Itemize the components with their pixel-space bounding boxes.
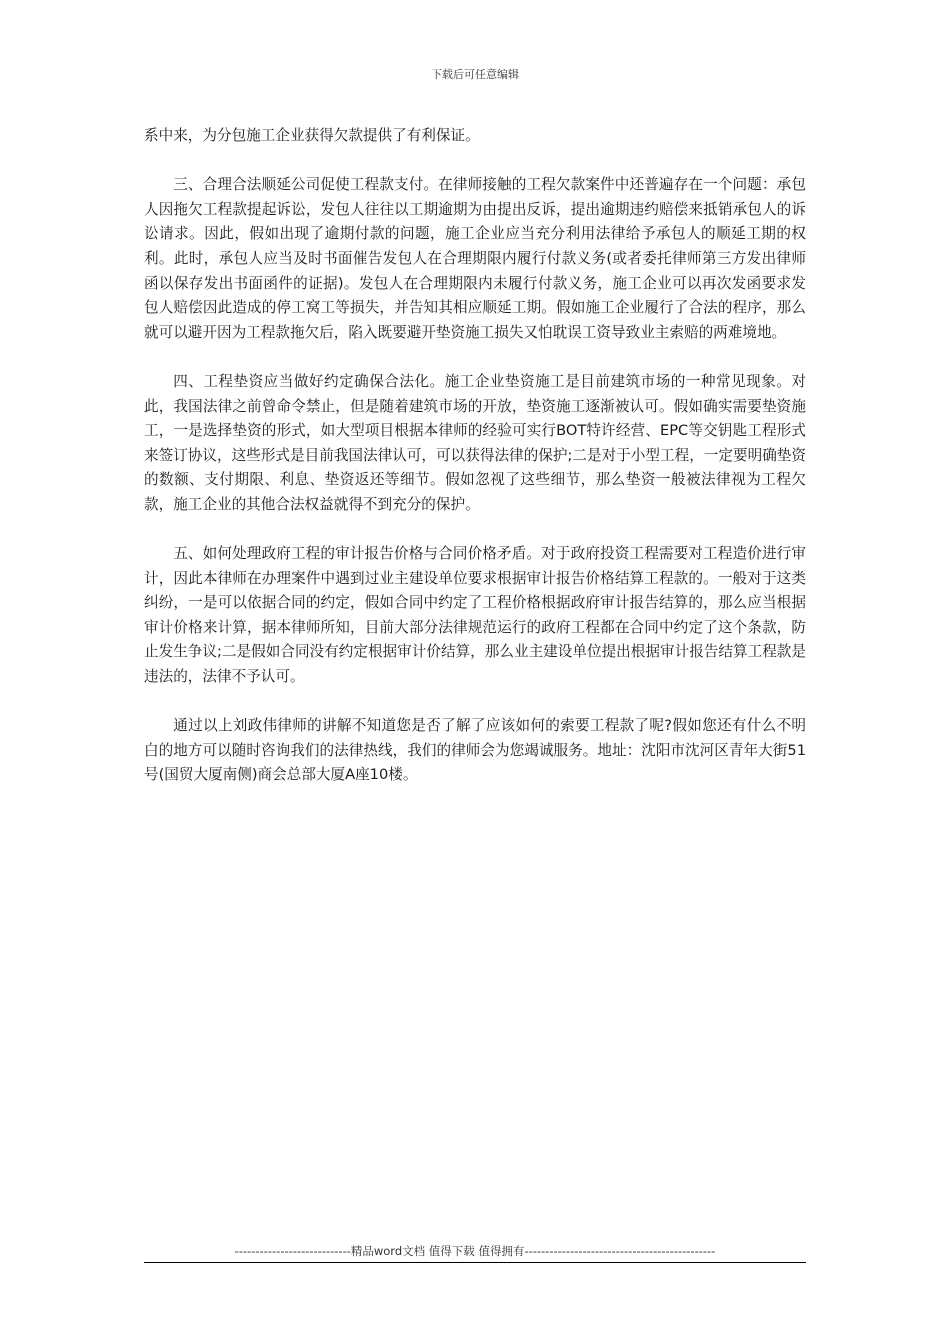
page-footer: ----------------------------精品word文档 值得下载 值得拥有----------------------------------------------: [234, 1244, 716, 1258]
paragraph-continuation: 系中来，为分包施工企业获得欠款提供了有利保证。: [144, 127, 480, 144]
paragraph-section-4: 四、工程垫资应当做好约定确保合法化。施工企业垫资施工是目前建筑市场的一种常见现象。对此，我国法律之前曾命令禁止，但是随着建筑市场的开放，垫资施工逐渐被认可。假如确实需要垫资施工，一是选择垫资的形式，如大型项目根据本律师的经验可实行BOT特许经营、EPC等交钥匙工程形式来签订协议，这些形式是目前我国法律认可，可以获得法律的保护;二是对于小型工程，一定要明确垫资的数额、支付期限、利息、垫资返还等细节。假如忽视了这些细节，那么垫资一般被法律视为工程欠款，施工企业的其他合法权益就得不到充分的保护。: [144, 372, 806, 513]
paragraph-closing: 通过以上刘政伟律师的讲解不知道您是否了解了应该如何的索要工程款了呢?假如您还有什么不明白的地方可以随时咨询我们的法律热线，我们的律师会为您竭诚服务。地址：沈阳市沈河区青年大街51号(国贸大厦南侧)商会总部大厦A座10楼。: [144, 717, 806, 784]
paragraph-section-3: 三、合理合法顺延公司促使工程款支付。在律师接触的工程欠款案件中还普遍存在一个问题：承包人因拖欠工程款提起诉讼，发包人往往以工期逾期为由提出反诉，提出逾期违约赔偿来抵销承包人的诉讼请求。因此，假如出现了逾期付款的问题，施工企业应当充分利用法律给予承包人的顺延工期的权利。此时，承包人应当及时书面催告发包人在合理期限内履行付款义务(或者委托律师第三方发出律师函以保存发出书面函件的证据)。发包人在合理期限内未履行付款义务，施工企业可以再次发函要求发包人赔偿因此造成的停工窝工等损失，并告知其相应顺延工期。假如施工企业履行了合法的程序，那么就可以避开因为工程款拖欠后，陷入既要避开垫资施工损失又怕耽误工资导致业主索赔的两难境地。: [144, 176, 806, 341]
page-header: 下载后可任意编辑: [431, 68, 519, 81]
paragraph-section-5: 五、如何处理政府工程的审计报告价格与合同价格矛盾。对于政府投资工程需要对工程造价进行审计，因此本律师在办理案件中遇到过业主建设单位要求根据审计报告价格结算工程款的。一般对于这类纠纷，一是可以依据合同的约定，假如合同中约定了工程价格根据政府审计报告结算的，那么应当根据审计价格来计算，据本律师所知，目前大部分法律规范运行的政府工程都在合同中约定了这个条款，防止发生争议;二是假如合同没有约定根据审计价结算，那么业主建设单位提出根据审计报告结算工程款是违法的，法律不予认可。: [144, 545, 806, 686]
document-body: [144, 124, 806, 788]
footer-divider: [144, 1262, 806, 1263]
